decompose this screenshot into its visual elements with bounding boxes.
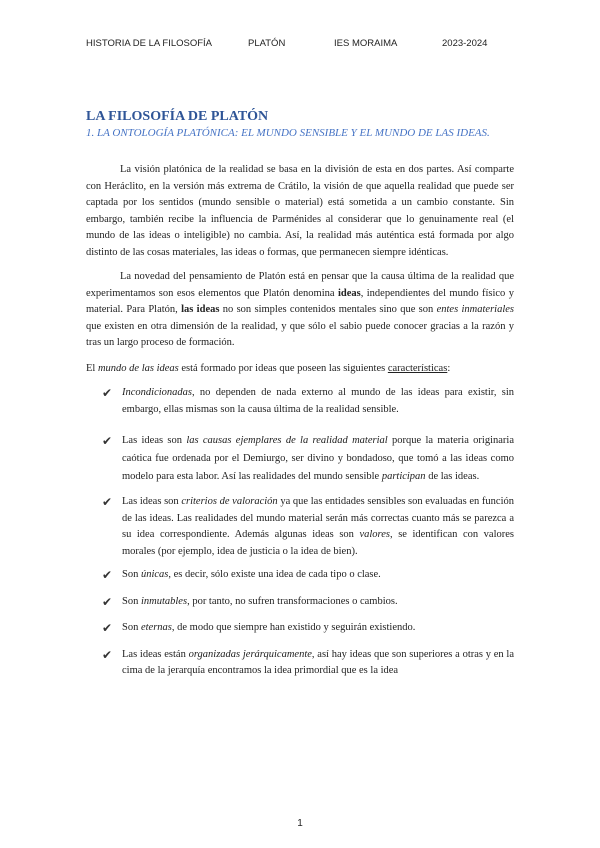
section-heading: 1. LA ONTOLOGÍA PLATÓNICA: EL MUNDO SENSIBLE Y EL MUNDO DE LAS IDEAS. (86, 127, 490, 139)
text-run: Son (122, 622, 141, 633)
list-item (86, 385, 514, 418)
text-run: porque la materia originaria caótica fue ordenada por el Demiurgo, ser divino y bondadoso, que tomó a las ideas como modelo para esta labor. Así las realidades del mundo sensible (122, 435, 514, 482)
text-run: ya que las entidades sensibles son evaluadas en función de las ideas. Las realidades del mundo material serán más correctas cuanto más se parezca a su idea correspondiente. Además algunas ideas son (122, 496, 514, 540)
text-run: : (447, 362, 451, 374)
text-run-italic: organizadas jerárquicamente (188, 648, 312, 660)
text-run-italic: criterios de valoración (181, 496, 278, 507)
text-run: Las ideas son (122, 435, 187, 446)
paragraph-3 (86, 361, 514, 378)
list-item (86, 432, 514, 486)
text-run-italic: valores (359, 529, 391, 540)
text-run-italic: las causas ejemplares de la realidad material (186, 435, 388, 446)
check-icon: ✔ (102, 386, 113, 400)
text-run: , por tanto, no sufren transformaciones o cambios. (187, 595, 398, 607)
text-run-italic: participan (381, 471, 426, 482)
text-run-italic: entes inmateriales (436, 304, 515, 315)
text-run-italic: Incondicionadas (122, 387, 192, 398)
text-run-italic: mundo de las ideas (97, 362, 179, 374)
list-item (86, 647, 514, 680)
list-item (86, 594, 514, 611)
header-author: PLATÓN (248, 38, 286, 49)
document-body (86, 108, 514, 680)
text-run: , no dependen de nada externo al mundo de las ideas para existir, sin embargo, ellas mismas son la causa última de la realidad sensible. (122, 387, 514, 415)
text-run-italic: eternas (140, 622, 172, 633)
page-number: 1 (297, 818, 303, 829)
text-run: está formado por ideas que poseen las siguientes (178, 362, 388, 374)
text-run-italic: únicas (140, 569, 169, 580)
check-icon: ✔ (102, 568, 113, 582)
paragraph-2 (86, 269, 514, 352)
check-icon: ✔ (102, 594, 113, 609)
text-run: El (86, 362, 98, 374)
text-run: , de modo que siempre han existido y seguirán existiendo. (171, 622, 416, 633)
text-run: La novedad del pensamiento de Platón está en pensar que la causa última de la realidad que experimentamos son esos elementos que Platón denomina (86, 271, 514, 299)
text-run: que existen en otra dimensión de la realidad, y que sólo el sabio puede conocer gracias a la razón y tras un largo proceso de formación. (86, 320, 514, 348)
text-run-italic: inmutables (140, 595, 188, 607)
header-year: 2023-2024 (442, 38, 488, 49)
text-run: , es decir, sólo existe una idea de cada tipo o clase. (168, 569, 381, 580)
text-run: no son simples contenidos mentales sino que son (219, 304, 437, 315)
text-run: Las ideas están (122, 648, 189, 660)
check-icon: ✔ (102, 434, 113, 448)
text-run-underline: características (387, 362, 448, 374)
text-run: , así hay ideas que son superiores a otras y en la cima de la jerarquía encontramos la idea primordial que es la idea (122, 648, 515, 676)
check-icon: ✔ (102, 621, 113, 635)
text-run-bold: las ideas (181, 304, 220, 315)
characteristics-list (86, 385, 514, 680)
document-title: LA FILOSOFÍA DE PLATÓN (86, 109, 269, 124)
text-run: , se identifican con valores morales (por ejemplo, idea de justicia o la idea de bien). (122, 529, 514, 557)
check-icon: ✔ (102, 647, 113, 662)
paragraph-1: La visión platónica de la realidad se basa en la división de esta en dos partes. Así comparte con Heráclito, en la versión más extrema de Crátilo, la visión de que aquella realidad que puede ser captada por los sentidos (mundo sensible o material) está sometida a un cambio constante. Sin embargo, también recibe la influencia de Parménides al considerar que lo genuinamente real (el mundo de las ideas o inteligible) no cambia. Así, la realidad más auténtica está formada por algo distinto de las cosas materiales, las ideas o formas, que permanecen siempre idénticas. (86, 164, 514, 258)
text-run: , independientes del mundo físico y material. Para Platón, (86, 287, 514, 315)
text-run: Las ideas son (122, 496, 182, 507)
header-subject: HISTORIA DE LA FILOSOFÍA (86, 38, 213, 49)
text-run: de las ideas. (425, 471, 480, 482)
list-item (86, 567, 514, 584)
text-run-bold: ideas (337, 287, 361, 299)
list-item (86, 494, 514, 560)
check-icon: ✔ (102, 495, 113, 509)
text-run: Son (122, 595, 141, 607)
header-school: IES MORAIMA (334, 38, 398, 49)
text-run: Son (122, 569, 141, 580)
list-item (86, 620, 514, 637)
page-header (0, 38, 600, 52)
